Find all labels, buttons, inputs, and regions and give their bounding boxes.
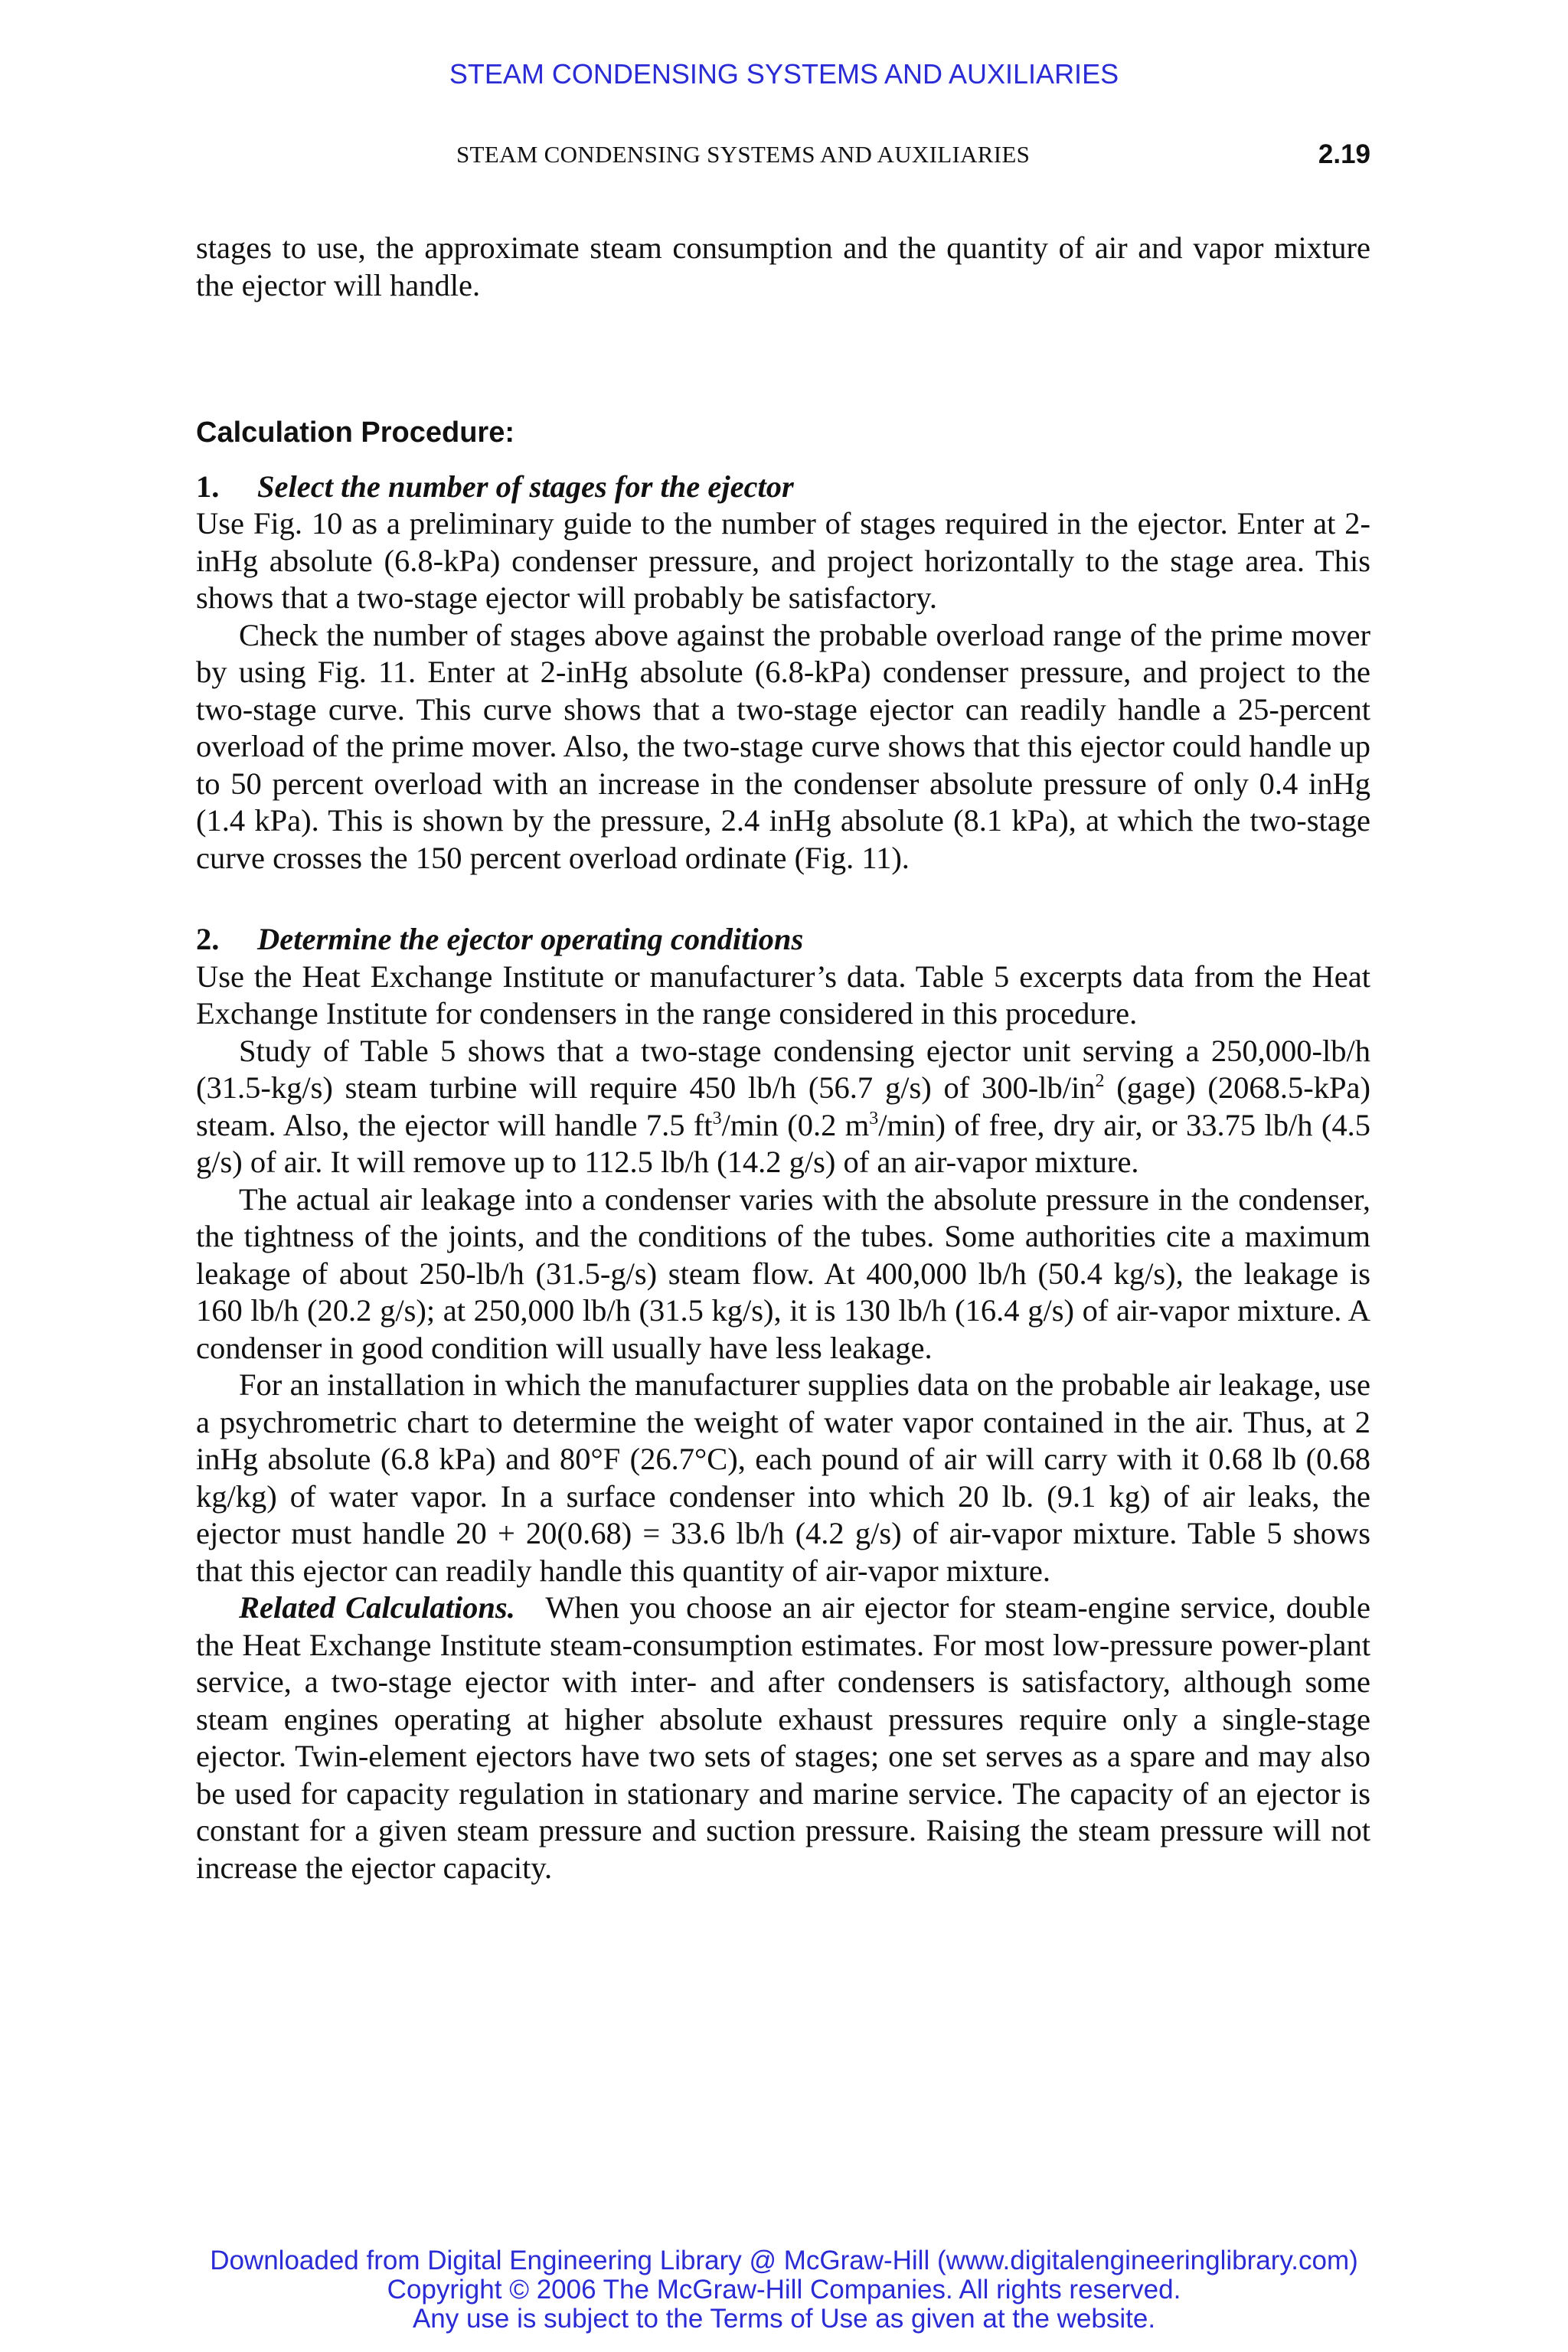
step-2-paragraph-1: Use the Heat Exchange Institute or manufacturer’s data. Table 5 excerpts data from the Heat Exchange Institute for condensers in the range considered in this procedure. (196, 959, 1370, 1031)
superscript: 3 (712, 1108, 722, 1129)
text-run: /min) of free, dry air, or 33.75 lb/h (4.5 g/s) of air. It will remove up to 112.5 lb/h (14.2 g/s) of an air-vapor mixture. (196, 1107, 1371, 1179)
page-number: 2.19 (1318, 139, 1370, 169)
step-1-number: 1. (196, 469, 220, 504)
step-1-heading (196, 469, 1370, 506)
page-body (196, 230, 1370, 1886)
step-2-heading (196, 921, 1370, 959)
calculation-procedure-heading: Calculation Procedure: (196, 416, 514, 449)
footer-copyright-line: Copyright © 2006 The McGraw-Hill Companies. All rights reserved. (387, 2275, 1181, 2305)
header-banner: STEAM CONDENSING SYSTEMS AND AUXILIARIES (449, 58, 1119, 90)
step-2-paragraph-3: The actual air leakage into a condenser varies with the absolute pressure in the condenser, the tightness of the joints, and the conditions of the tubes. Some authorities cite a maximum leakage of about 250-lb/h (31.5-g/s) steam flow. At 400,000 lb/h (50.4 kg/s), the leakage is 160 lb/h (20.2 g/s); at 250,000 lb/h (31.5 kg/s), it is 130 lb/h (16.4 g/s) of air-vapor mixture. A condenser in good condition will usually have less leakage. (196, 1181, 1370, 1365)
step-2-title: Determine the ejector operating conditions (257, 922, 804, 956)
step-1-title: Select the number of stages for the ejector (257, 469, 794, 504)
step-1-paragraph-1: Use Fig. 10 as a preliminary guide to the number of stages required in the ejector. Enter at 2-inHg absolute (6.8-kPa) condenser pressure, and project horizontally to the stage area. This shows that a two-stage ejector will probably be satisfactory. (196, 506, 1370, 615)
related-calculations-paragraph (196, 1589, 1370, 1886)
intro-paragraph: stages to use, the approximate steam consumption and the quantity of air and vapor mixture the ejector will handle. (196, 230, 1370, 302)
superscript: 2 (1095, 1071, 1105, 1091)
related-calculations-text: When you choose an air ejector for steam-engine service, double the Heat Exchange Institute steam-consumption estimates. For most low-pressure power-plant service, a two-stage ejector with inter- and after condensers is satisfactory, although some steam engines operating at higher absolute exhaust pressures require only a single-stage ejector. Twin-element ejectors have two sets of stages; one set serves as a spare and may also be used for capacity regulation in stationary and marine service. The capacity of an ejector is constant for a given steam pressure and suction pressure. Raising the steam pressure will not increase the ejector capacity. (196, 1590, 1371, 1885)
step-2-paragraph-4: For an installation in which the manufacturer supplies data on the probable air leakage, use a psychrometric chart to determine the weight of water vapor contained in the air. Thus, at 2 inHg absolute (6.8 kPa) and 80°F (26.7°C), each pound of air will carry with it 0.68 lb (0.68 kg/kg) of water vapor. In a surface condenser into which 20 lb. (9.1 kg) of air leaks, the ejector must handle 20 + 20(0.68) = 33.6 lb/h (4.2 g/s) of air-vapor mixture. Table 5 shows that this ejector can readily handle this quantity of air-vapor mixture. (196, 1367, 1370, 1588)
text-run: (gage) (2068.5-kPa) steam. Also, the ejector will handle 7.5 ft (196, 1070, 1371, 1142)
step-2-number: 2. (196, 922, 220, 956)
text-run: Study of Table 5 shows that a two-stage condensing ejector unit serving a 250,000-lb/h (31.5-kg/s) steam turbine will require 450 lb/h (56.7 g/s) of 300-lb/in (196, 1033, 1370, 1105)
superscript: 3 (869, 1108, 879, 1129)
step-1-paragraph-2: Check the number of stages above against the probable overload range of the prime mover by using Fig. 11. Enter at 2-inHg absolute (6.8-kPa) condenser pressure, and project to the two-stage curve. This curve shows that a two-stage ejector can readily handle a 25-percent overload of the prime mover. Also, the two-stage curve shows that this ejector could handle up to 50 percent overload with an increase in the condenser absolute pressure of only 0.4 inHg (1.4 kPa). This is shown by the pressure, 2.4 inHg absolute (8.1 kPa), at which the two-stage curve crosses the 150 percent overload ordinate (Fig. 11). (196, 617, 1370, 875)
step-2-paragraph-2 (196, 1033, 1370, 1181)
related-calculations-label: Related Calculations. (239, 1590, 515, 1625)
running-head-title: STEAM CONDENSING SYSTEMS AND AUXILIARIES (456, 141, 1031, 168)
footer (0, 2246, 1568, 2334)
footer-download-line: Downloaded from Digital Engineering Library @ McGraw-Hill (www.digitalengineeringlibrary.com) (210, 2246, 1358, 2275)
running-head (196, 141, 1370, 178)
footer-terms-line: Any use is subject to the Terms of Use as given at the website. (412, 2304, 1156, 2334)
text-run: /min (0.2 m (721, 1107, 870, 1142)
